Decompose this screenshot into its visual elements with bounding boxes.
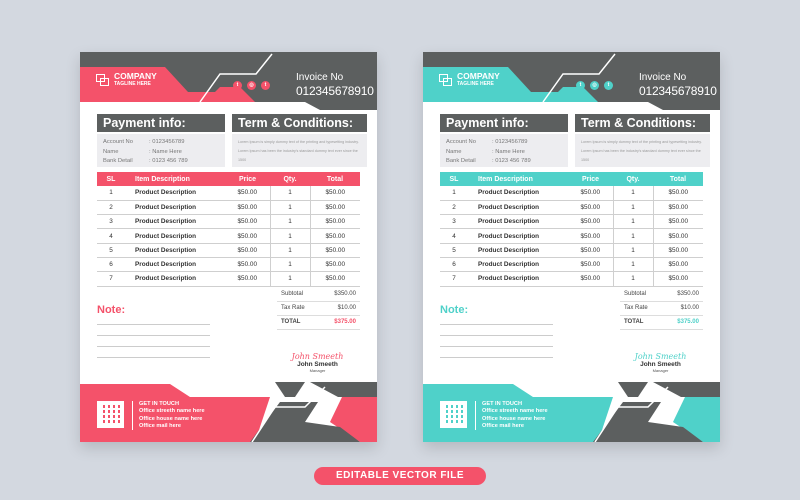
invoice-label: Invoice No	[296, 72, 344, 83]
note-line	[440, 346, 553, 347]
table-cell: $50.00	[653, 200, 703, 214]
payment-value: : 0123456789	[492, 139, 528, 145]
table-cell: 1	[440, 186, 468, 200]
column-header: Total	[310, 172, 360, 186]
totals-label: Subtotal	[624, 291, 647, 297]
table-cell: 1	[613, 200, 653, 214]
editable-vector-badge: EDITABLE VECTOR FILE	[314, 467, 486, 485]
payment-value: : 0123 456 789	[149, 158, 188, 164]
qr-code-icon	[440, 401, 467, 428]
payment-details	[97, 134, 225, 167]
logo-text	[114, 72, 157, 87]
totals-value: $10.00	[680, 305, 699, 311]
payment-value: : 0123456789	[149, 139, 185, 145]
totals-row	[620, 316, 703, 330]
table-cell: $50.00	[310, 257, 360, 271]
totals-value: $375.00	[677, 319, 699, 325]
table-cell: $50.00	[310, 200, 360, 214]
table-cell: $50.00	[225, 257, 270, 271]
table-cell: 1	[270, 215, 310, 229]
payment-row	[103, 138, 219, 148]
table-cell: $50.00	[653, 186, 703, 200]
terms-heading: Term & Conditions:	[232, 114, 367, 132]
payment-details	[440, 134, 568, 167]
payment-row	[446, 148, 562, 158]
table-cell: $50.00	[310, 272, 360, 286]
table-cell: Product Description	[468, 272, 568, 286]
terms-text: Lorem Ipsum is simply dummy text of the printing and typesetting industry. Lorem Ipsum has been the industry's standard dummy text ever since the 1500	[575, 134, 710, 167]
column-header: SL	[97, 172, 125, 186]
invoice-number: 012345678910	[296, 84, 374, 98]
table-cell: 1	[613, 215, 653, 229]
table-row	[97, 200, 360, 214]
signer-name: John Smeeth	[297, 361, 338, 368]
table-cell: 1	[613, 243, 653, 257]
payment-row	[103, 157, 219, 167]
note-line	[97, 357, 210, 358]
totals-block	[277, 288, 360, 330]
note-line	[97, 324, 210, 325]
table-cell: 1	[270, 229, 310, 243]
table-header-row	[440, 172, 703, 186]
signature-script: John Smeeth	[291, 352, 344, 361]
contact-line: Office streeth name here	[139, 408, 205, 415]
payment-value: : Name Here	[492, 148, 525, 155]
totals-value: $350.00	[677, 291, 699, 297]
table-cell: $50.00	[225, 243, 270, 257]
contact-line: Office streeth name here	[482, 408, 548, 415]
payment-value: : Name Here	[149, 148, 182, 155]
logo-squares-icon	[96, 74, 110, 86]
table-cell: $50.00	[568, 257, 613, 271]
table-cell: $50.00	[568, 229, 613, 243]
payment-label: Bank Detail	[103, 158, 133, 164]
table-cell: $50.00	[310, 229, 360, 243]
table-cell: 1	[97, 186, 125, 200]
column-header: Qty.	[613, 172, 653, 186]
table-header-row	[97, 172, 360, 186]
table-cell: $50.00	[653, 272, 703, 286]
totals-label: TOTAL	[281, 319, 301, 325]
column-header: Qty.	[270, 172, 310, 186]
table-row	[97, 257, 360, 271]
company-name: COMPANY	[457, 71, 500, 81]
company-logo	[96, 72, 157, 87]
table-row	[440, 243, 703, 257]
note-line	[97, 346, 210, 347]
table-cell: $50.00	[225, 272, 270, 286]
note-line	[97, 335, 210, 336]
column-header: Item Description	[468, 172, 568, 186]
table-row	[97, 243, 360, 257]
table-cell: 1	[270, 272, 310, 286]
note-line	[440, 335, 553, 336]
payment-info-heading: Payment info:	[97, 114, 225, 132]
table-cell: Product Description	[125, 257, 225, 271]
table-cell: 4	[97, 229, 125, 243]
logo-square-shape	[100, 78, 109, 86]
table-cell: 3	[440, 215, 468, 229]
table-cell: Product Description	[468, 200, 568, 214]
table-cell: Product Description	[468, 229, 568, 243]
logo-squares-icon	[439, 74, 453, 86]
table-cell: $50.00	[568, 243, 613, 257]
table-cell: $50.00	[310, 186, 360, 200]
contact-info	[132, 401, 205, 430]
table-cell: 1	[613, 257, 653, 271]
table-cell: Product Description	[468, 243, 568, 257]
instagram-icon[interactable]: ◎	[590, 81, 599, 90]
signer-role: Manager	[309, 368, 326, 373]
totals-label: Tax Rate	[624, 305, 648, 311]
table-cell: 1	[270, 186, 310, 200]
table-cell: 5	[440, 243, 468, 257]
table-row	[440, 186, 703, 200]
social-links	[233, 81, 270, 90]
table-row	[97, 186, 360, 200]
contact-line: Office mail here	[139, 422, 181, 429]
terms-text: Lorem Ipsum is simply dummy text of the printing and typesetting industry. Lorem Ipsum has been the industry's standard dummy text ever since the 1500	[232, 134, 367, 167]
twitter-icon[interactable]: t	[233, 81, 242, 90]
table-cell: Product Description	[468, 215, 568, 229]
payment-value: : 0123 456 789	[492, 158, 531, 164]
table-cell: $50.00	[568, 186, 613, 200]
payment-label: Name	[446, 148, 462, 155]
signature-block	[280, 352, 355, 373]
logo-square-shape	[443, 78, 452, 86]
table-cell: 1	[270, 257, 310, 271]
table-cell: Product Description	[125, 272, 225, 286]
table-row	[440, 200, 703, 214]
totals-value: $350.00	[334, 291, 356, 297]
note-heading: Note:	[97, 304, 126, 316]
items-table	[97, 172, 360, 287]
totals-row	[277, 288, 360, 302]
table-cell: 7	[97, 272, 125, 286]
table-cell: $50.00	[653, 243, 703, 257]
totals-label: Tax Rate	[281, 305, 305, 311]
table-row	[440, 257, 703, 271]
table-cell: Product Description	[125, 229, 225, 243]
totals-row	[277, 316, 360, 330]
totals-block	[620, 288, 703, 330]
table-cell: Product Description	[468, 257, 568, 271]
column-header: Price	[568, 172, 613, 186]
column-header: Total	[653, 172, 703, 186]
table-cell: $50.00	[225, 215, 270, 229]
invoice-page-teal	[423, 52, 720, 442]
table-cell: Product Description	[125, 215, 225, 229]
table-cell: 1	[613, 272, 653, 286]
contact-line: Office house name here	[482, 415, 546, 422]
terms-heading: Term & Conditions:	[575, 114, 710, 132]
table-row	[97, 272, 360, 286]
invoice-number: 012345678910	[639, 84, 717, 98]
column-header: Price	[225, 172, 270, 186]
table-cell: 6	[97, 257, 125, 271]
contact-line: Office mail here	[482, 422, 524, 429]
contact-line: GET IN TOUCH	[482, 401, 522, 407]
totals-label: TOTAL	[624, 319, 644, 325]
table-cell: 1	[270, 200, 310, 214]
payment-label: Account No	[446, 139, 476, 145]
invoice-number-block	[639, 72, 717, 98]
table-cell: $50.00	[568, 272, 613, 286]
table-cell: 4	[440, 229, 468, 243]
signer-role: Manager	[652, 368, 669, 373]
tumblr-icon[interactable]: t	[604, 81, 613, 90]
table-cell: Product Description	[468, 186, 568, 200]
table-cell: 1	[613, 229, 653, 243]
table-cell: Product Description	[125, 243, 225, 257]
totals-value: $10.00	[337, 305, 356, 311]
table-cell: 2	[97, 200, 125, 214]
table-cell: $50.00	[653, 257, 703, 271]
items-table	[440, 172, 703, 287]
note-line	[440, 357, 553, 358]
instagram-icon[interactable]: ◎	[247, 81, 256, 90]
table-cell: Product Description	[125, 200, 225, 214]
qr-code-icon	[97, 401, 124, 428]
invoice-label: Invoice No	[639, 72, 687, 83]
logo-text	[457, 72, 500, 87]
signature-script: John Smeeth	[634, 352, 687, 361]
payment-label: Bank Detail	[446, 158, 476, 164]
company-tagline: TAGLINE HERE	[114, 81, 151, 87]
note-heading: Note:	[440, 304, 469, 316]
tumblr-icon[interactable]: t	[261, 81, 270, 90]
table-cell: 6	[440, 257, 468, 271]
payment-label: Name	[103, 148, 119, 155]
signer-name: John Smeeth	[640, 361, 681, 368]
payment-row	[446, 157, 562, 167]
twitter-icon[interactable]: t	[576, 81, 585, 90]
table-cell: $50.00	[310, 215, 360, 229]
note-line	[440, 324, 553, 325]
table-cell: 3	[97, 215, 125, 229]
payment-row	[103, 148, 219, 158]
table-cell: $50.00	[225, 186, 270, 200]
table-cell: $50.00	[225, 229, 270, 243]
table-cell: Product Description	[125, 186, 225, 200]
company-logo	[439, 72, 500, 87]
table-cell: 1	[270, 243, 310, 257]
invoice-number-block	[296, 72, 374, 98]
table-row	[440, 272, 703, 286]
table-cell: $50.00	[653, 215, 703, 229]
table-row	[440, 229, 703, 243]
company-name: COMPANY	[114, 71, 157, 81]
table-row	[97, 229, 360, 243]
totals-row	[620, 302, 703, 316]
totals-row	[277, 302, 360, 316]
table-cell: 7	[440, 272, 468, 286]
table-cell: $50.00	[568, 215, 613, 229]
column-header: SL	[440, 172, 468, 186]
column-header: Item Description	[125, 172, 225, 186]
table-cell: $50.00	[653, 229, 703, 243]
invoice-page-pink	[80, 52, 377, 442]
totals-row	[620, 288, 703, 302]
payment-row	[446, 138, 562, 148]
contact-line: GET IN TOUCH	[139, 401, 179, 407]
totals-label: Subtotal	[281, 291, 304, 297]
social-links	[576, 81, 613, 90]
signature-block	[623, 352, 698, 373]
table-cell: $50.00	[310, 243, 360, 257]
payment-info-heading: Payment info:	[440, 114, 568, 132]
contact-info	[475, 401, 548, 430]
table-cell: 1	[613, 186, 653, 200]
company-tagline: TAGLINE HERE	[457, 81, 494, 87]
table-cell: 5	[97, 243, 125, 257]
contact-line: Office house name here	[139, 415, 203, 422]
payment-label: Account No	[103, 139, 133, 145]
table-row	[97, 215, 360, 229]
totals-value: $375.00	[334, 319, 356, 325]
table-cell: $50.00	[568, 200, 613, 214]
table-row	[440, 215, 703, 229]
table-cell: 2	[440, 200, 468, 214]
table-cell: $50.00	[225, 200, 270, 214]
